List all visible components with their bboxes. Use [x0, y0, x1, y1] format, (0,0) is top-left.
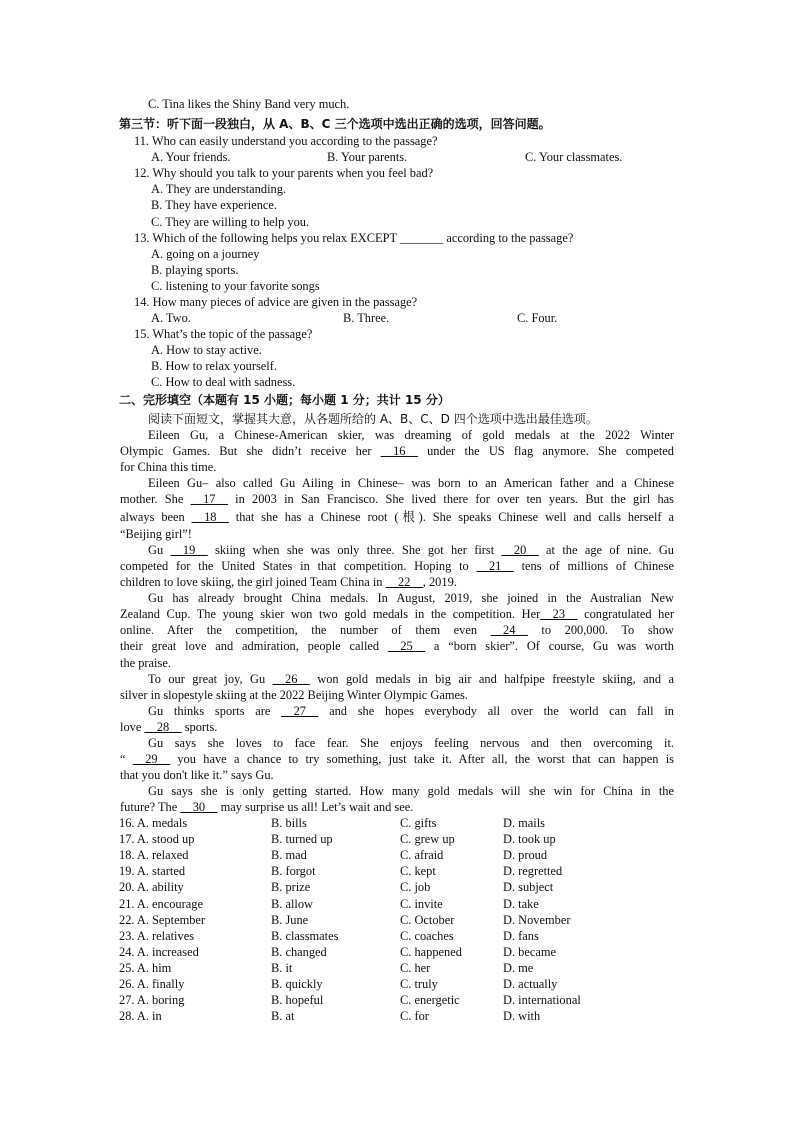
passage-line: silver in slopestyle skiing at the 2022 Beijing Winter Olympic Games.	[120, 688, 468, 702]
cloze-option: C. energetic	[400, 993, 460, 1008]
cloze-option: C. grew up	[400, 832, 455, 847]
passage-line: Olympic Games. But she didn’t receive her __16__ under the US flag anymore. She competed	[120, 444, 674, 458]
cloze-option: D. mails	[503, 816, 545, 830]
blank-28: __28__	[144, 720, 182, 734]
q13-option-b: B. playing sports.	[151, 263, 239, 277]
question-13: 13. Which of the following helps you relax EXCEPT _______ according to the passage?	[134, 231, 574, 245]
cloze-option: B. at	[271, 1009, 295, 1024]
cloze-option: B. forgot	[271, 864, 316, 879]
question-12: 12. Why should you talk to your parents when you feel bad?	[134, 166, 434, 180]
cloze-option: D. me	[503, 960, 534, 975]
cloze-option: D. take	[503, 896, 539, 911]
cloze-option: D. regretted	[503, 864, 563, 879]
cloze-option: B. quickly	[271, 977, 323, 991]
cloze-option: C. happened	[400, 944, 462, 959]
q14-option-c: C. Four.	[517, 311, 558, 325]
blank-16: __16__	[380, 444, 418, 458]
blank-26: __26__	[272, 672, 310, 686]
cloze-option: B. changed	[271, 944, 327, 959]
passage-line: Zealand Cup. The young skier won two gold medals in the competition. Her__23__ congratulated her	[120, 607, 674, 621]
cloze-option: 23. A. relatives	[119, 928, 195, 943]
cloze-option: C. job	[400, 880, 431, 895]
passage-line: competed for the United States in that competition. Hoping to __21__ tens of millions of Chinese	[120, 559, 674, 573]
blank-29: __29__	[132, 752, 171, 766]
passage-line: online. After the competition, the number of them even __24__ to 200,000. To show	[120, 623, 674, 637]
cloze-option: C. gifts	[400, 816, 437, 830]
cloze-option: 22. A. September	[119, 912, 206, 927]
cloze-option: D. subject	[503, 880, 554, 895]
cloze-option: C. truly	[400, 977, 438, 991]
passage-line: Gu says she is only getting started. How many gold medals will she win for China in the	[148, 784, 674, 798]
q11-option-b: B. Your parents.	[327, 150, 408, 164]
cloze-option: C. her	[400, 960, 431, 975]
passage-line: To our great joy, Gu __26__ won gold medals in big air and halfpipe freestyle skiing, and a	[148, 672, 674, 686]
cloze-option: B. it	[271, 960, 293, 975]
cloze-option: 20. A. ability	[119, 880, 184, 895]
passage-line: Gu says she loves to face fear. She enjoys feeling nervous and then overcoming it.	[148, 736, 674, 750]
blank-23: __23__	[540, 607, 578, 621]
cloze-option: 26. A. finally	[119, 977, 185, 991]
q12-option-c: C. They are willing to help you.	[151, 215, 310, 229]
passage-line: Gu __19__ skiing when she was only three. She got her first __20__ at the age of nine. Gu	[148, 543, 674, 557]
passage-line: “ __29__ you have a chance to try something, just take it. After all, the worst that can happen is	[120, 752, 674, 766]
cloze-option: C. coaches	[400, 928, 454, 943]
cloze-option: B. June	[271, 912, 309, 927]
cloze-option: B. allow	[271, 896, 313, 911]
cloze-option: 17. A. stood up	[119, 832, 195, 847]
passage-line: Eileen Gu, a Chinese-American skier, was dreaming of gold medals at the 2022 Winter	[148, 428, 674, 442]
cloze-option: C. October	[400, 912, 455, 927]
cloze-option: 16. A. medals	[119, 816, 188, 830]
cloze-option: B. mad	[271, 848, 307, 863]
passage-line: Gu has already brought China medals. In August, 2019, she joined in the Australian New	[148, 591, 674, 605]
cloze-option: B. bills	[271, 816, 307, 830]
q11-option-a: A. Your friends.	[151, 150, 231, 164]
q13-option-a: A. going on a journey	[151, 247, 260, 261]
cloze-option: D. November	[503, 912, 571, 927]
passage-line: love __28__ sports.	[120, 720, 218, 734]
cloze-option: D. with	[503, 1009, 541, 1024]
cloze-option: 18. A. relaxed	[119, 848, 189, 863]
passage-line: Gu thinks sports are __27__ and she hopes everybody all over the world can fall in	[148, 704, 674, 718]
q11-option-c: C. Your classmates.	[525, 150, 623, 164]
passage-line: always been __18__ that she has a Chinese root (根). She speaks Chinese well and calls herself a	[120, 510, 674, 524]
question-11: 11. Who can easily understand you according to the passage?	[134, 134, 438, 148]
cloze-option: D. took up	[503, 832, 556, 847]
blank-20: __20__	[501, 543, 539, 557]
q15-option-b: B. How to relax yourself.	[151, 359, 277, 373]
cloze-option: 27. A. boring	[119, 993, 185, 1008]
passage-line: “Beijing girl”!	[120, 527, 192, 541]
blank-27: __27__	[281, 704, 319, 718]
cloze-option: D. became	[503, 944, 556, 959]
cloze-option: C. invite	[400, 896, 443, 911]
cloze-option: 25. A. him	[119, 960, 172, 975]
cloze-option: C. afraid	[400, 848, 444, 863]
q14-option-b: B. Three.	[343, 311, 390, 325]
cloze-option: B. turned up	[271, 832, 333, 847]
cloze-option: 19. A. started	[119, 864, 186, 879]
blank-21: __21__	[476, 559, 514, 573]
blank-24: __24__	[490, 623, 528, 637]
q15-option-a: A. How to stay active.	[151, 343, 262, 357]
cloze-heading: 二、完形填空（本题有 15 小题；每小题 1 分；共计 15 分）	[119, 393, 450, 407]
q12-option-a: A. They are understanding.	[151, 182, 286, 196]
blank-22: __22__	[385, 575, 423, 589]
cloze-option: C. for	[400, 1009, 429, 1024]
passage-line: mother. She __17__ in 2003 in San Francisco. She lived there for over ten years. But the girl has	[120, 492, 675, 506]
cloze-option: 28. A. in	[119, 1009, 162, 1024]
passage-line: children to love skiing, the girl joined Team China in __22__, 2019.	[120, 575, 457, 589]
cloze-option: D. international	[503, 993, 581, 1008]
passage-line: Eileen Gu– also called Gu Ailing in Chinese– was born to an American father and a Chinese	[148, 476, 674, 490]
question-15: 15. What’s the topic of the passage?	[134, 327, 313, 341]
passage-line: their great love and admiration, people called __25__ a “born skier”. Of course, Gu was worth	[120, 639, 674, 653]
q13-option-c: C. listening to your favorite songs	[151, 279, 320, 293]
blank-25: __25__	[387, 639, 426, 653]
top-option: C. Tina likes the Shiny Band very much.	[148, 97, 350, 111]
passage-line: the praise.	[120, 656, 171, 670]
blank-19: __19__	[170, 543, 208, 557]
cloze-instruction: 阅读下面短文，掌握其大意，从各题所给的 A、B、C、D 四个选项中选出最佳选项。	[148, 412, 598, 426]
cloze-option: D. proud	[503, 848, 548, 863]
passage-line: for China this time.	[120, 460, 217, 474]
blank-18: __18__	[191, 510, 229, 524]
blank-17: __17__	[190, 492, 228, 506]
q12-option-b: B. They have experience.	[151, 198, 278, 212]
cloze-option: B. hopeful	[271, 993, 324, 1008]
section3-heading: 第三节：听下面一段独白，从 A、B、C 三个选项中选出正确的选项，回答问题。	[119, 117, 551, 131]
question-14: 14. How many pieces of advice are given in the passage?	[134, 295, 418, 309]
passage-line: that you don't like it.” says Gu.	[120, 768, 274, 782]
cloze-option: 24. A. increased	[119, 944, 199, 959]
q15-option-c: C. How to deal with sadness.	[151, 375, 296, 389]
passage-line: future? The __30__ may surprise us all! Let’s wait and see.	[120, 800, 414, 814]
cloze-option: C. kept	[400, 864, 436, 879]
cloze-option: 21. A. encourage	[119, 896, 203, 911]
q14-option-a: A. Two.	[151, 311, 191, 325]
cloze-option: B. prize	[271, 880, 311, 895]
cloze-option: D. fans	[503, 928, 539, 943]
cloze-option: D. actually	[503, 977, 558, 991]
blank-30: __30__	[180, 800, 218, 814]
cloze-option: B. classmates	[271, 928, 339, 943]
